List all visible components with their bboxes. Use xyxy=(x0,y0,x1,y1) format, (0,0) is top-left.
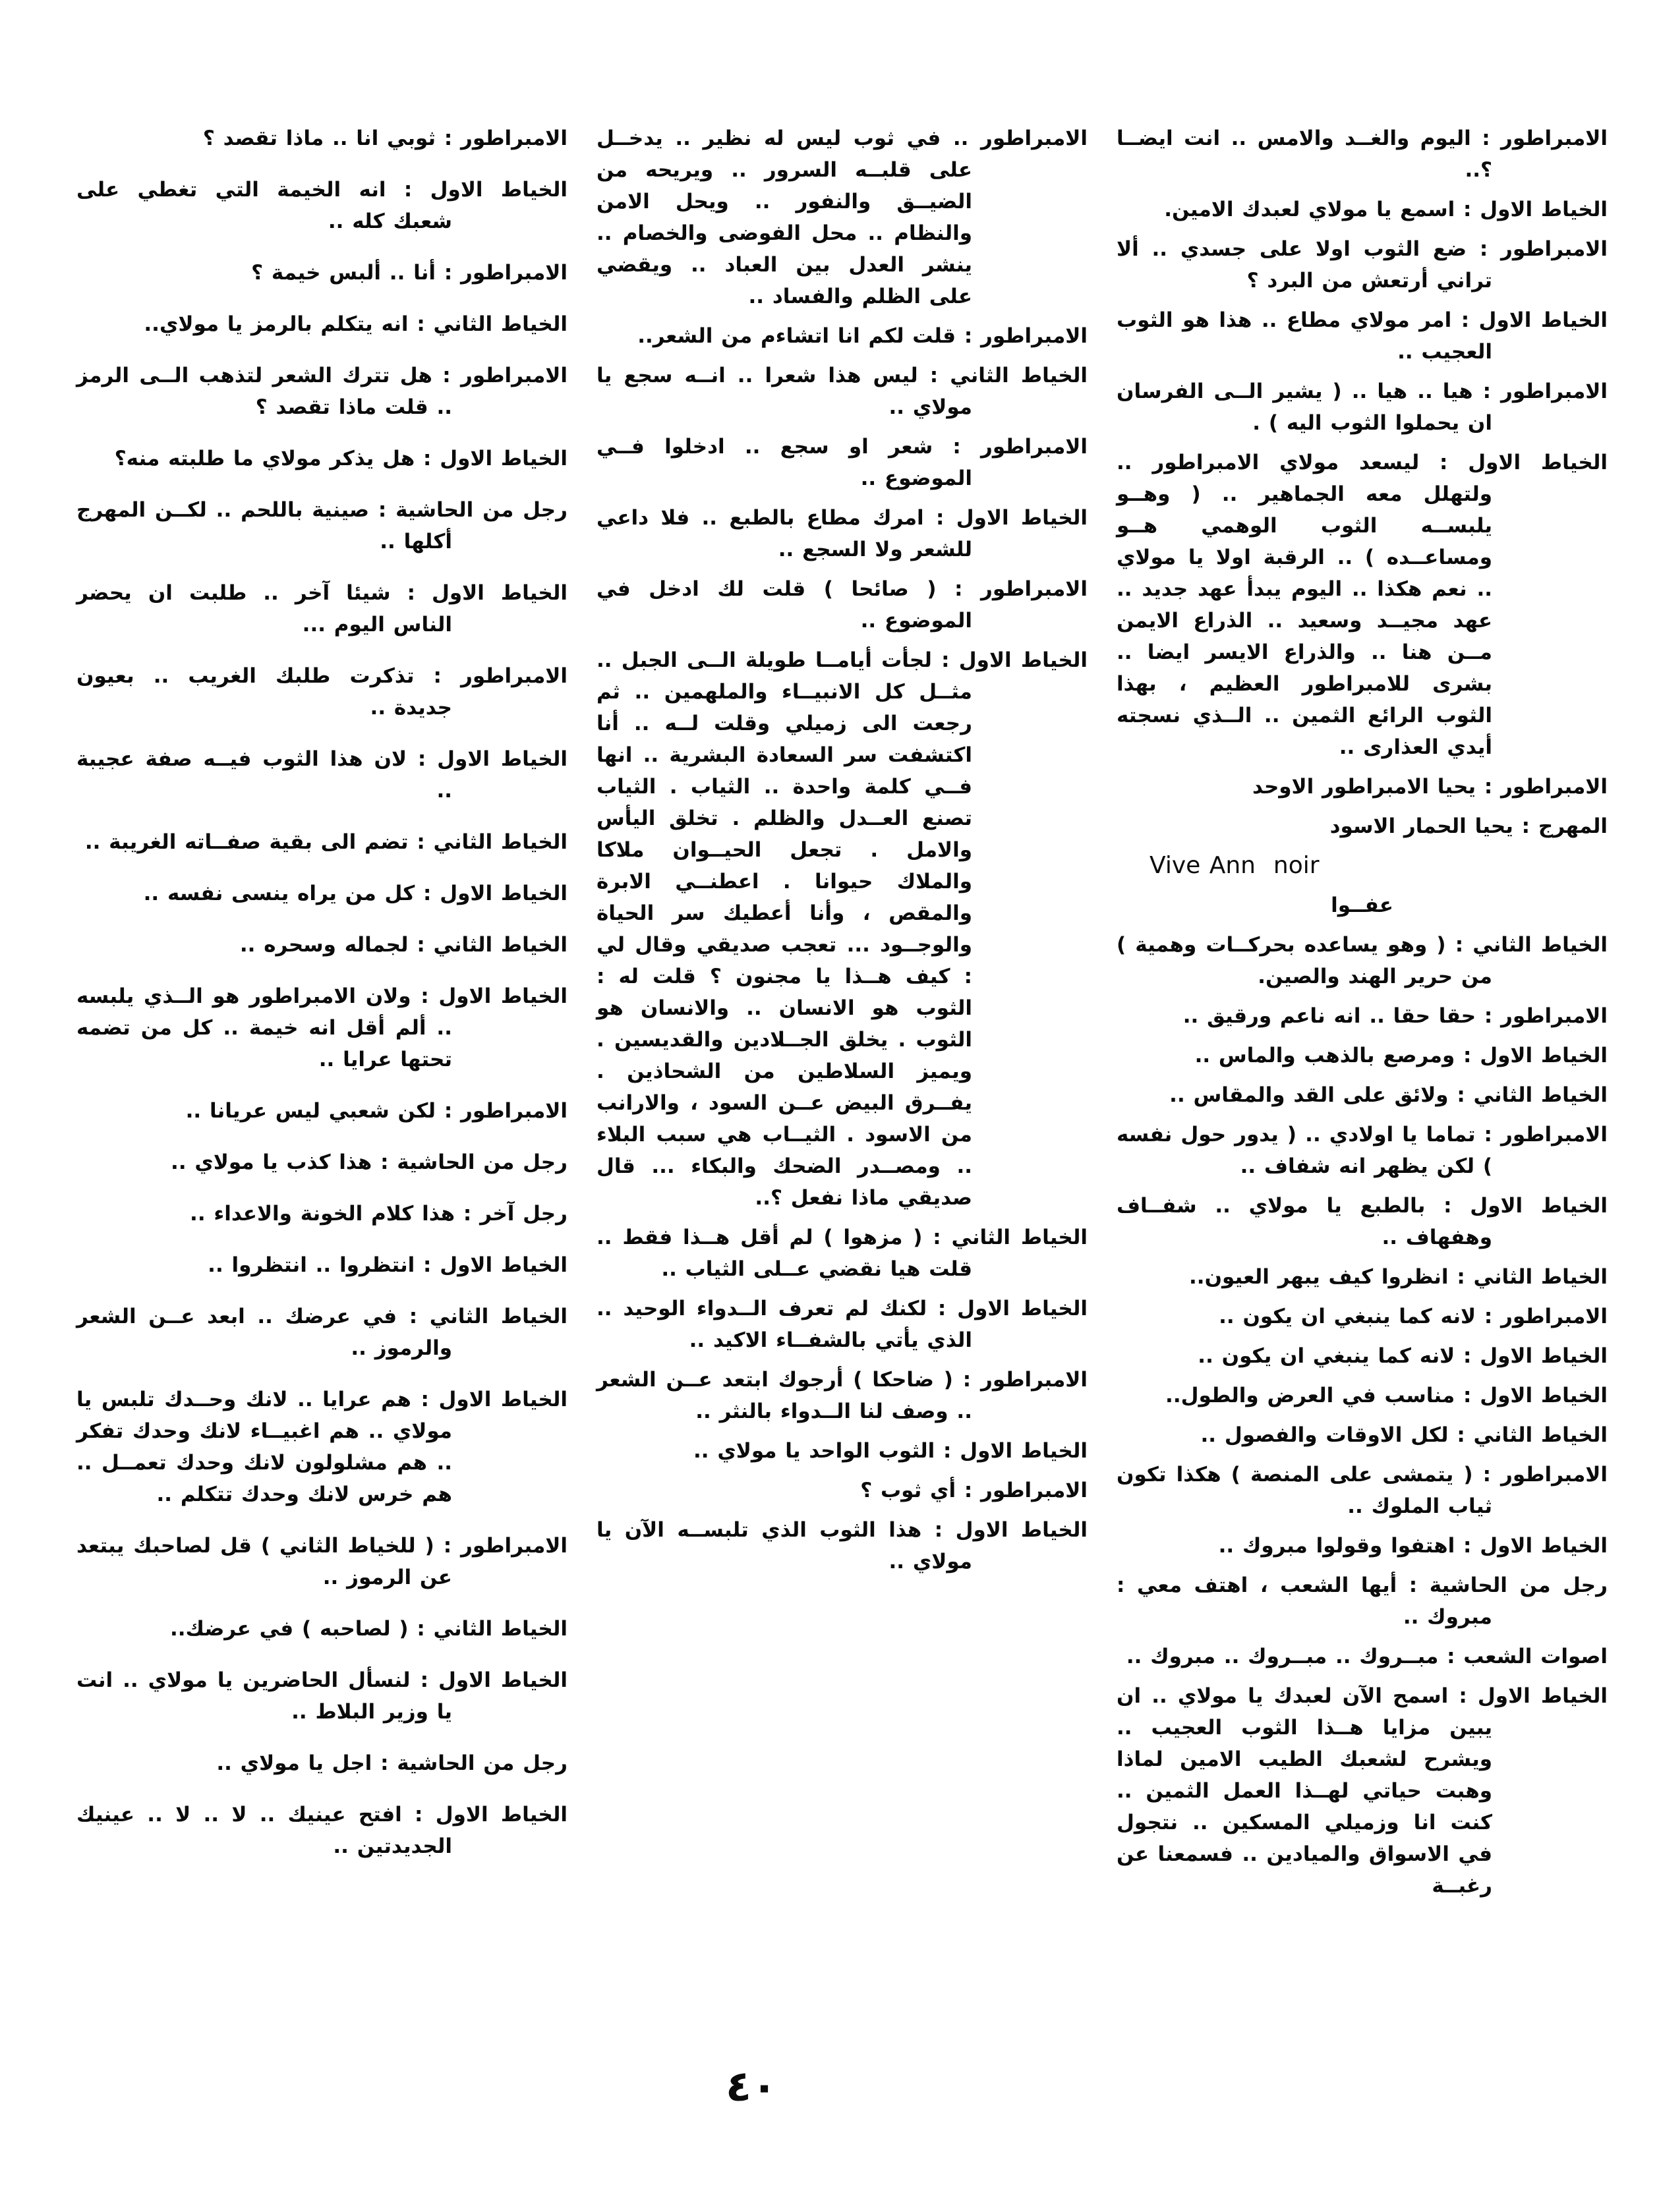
page-number: ٤٠ xyxy=(725,2062,778,2111)
dialogue-entry: الخياط الثاني : في عرضك .. ابعد عــن الشعر والرموز .. xyxy=(76,1305,568,1360)
dialogue-entry: الخياط الاول : هذا الثوب الذي تلبســه الآن يا مولاي .. xyxy=(597,1518,1088,1574)
text-column-left xyxy=(76,123,568,1910)
dialogue-entry: الامبراطور .. في ثوب ليس له نظير .. يدخــل على قلبــه السرور .. ويريحه من الضيــق والنفور .. ويحل الامن والنظام .. محل الفوضى والخصام .. ينشر العدل بين العباد .. ويقضي على الظلم والفساد .. xyxy=(597,127,1088,308)
dialogue-entry: الامبراطور : أنا .. ألبس خيمة ؟ xyxy=(251,261,568,285)
dialogue-entry: الخياط الثاني : ليس هذا شعرا .. انــه سجع يا مولاي .. xyxy=(597,364,1088,419)
dialogue-entry: الامبراطور : تذكرت طلبك الغريب .. بعيون جديدة .. xyxy=(76,664,568,720)
dialogue-entry: الامبراطور : هيا .. هيا .. ( يشير الــى الفرسان ان يحملوا الثوب اليه ) . xyxy=(1117,380,1608,435)
dialogue-entry: الامبراطور : ( صائحا ) قلت لك ادخل في الموضوع .. xyxy=(597,577,1088,633)
dialogue-entry: رجل من الحاشية : هذا كذب يا مولاي .. xyxy=(171,1150,568,1174)
latin-line: Vive Ann noir xyxy=(1150,852,1320,879)
dialogue-entry: الخياط الاول : لان هذا الثوب فيــه صفة عجيبة .. xyxy=(76,747,568,803)
dialogue-entry: المهرج : يحيا الحمار الاسود xyxy=(1329,814,1608,838)
dialogue-entry: الامبراطور : قلت لكم انا اتشاءم من الشعر.. xyxy=(637,324,1088,348)
dialogue-entry: الخياط الاول : هم عرايا .. لانك وحــدك تلبس يا مولاي .. هم اغبيــاء لانك وحدك تفكر .. هم مشلولون لانك وحدك تعمــل .. هم خرس لانك وحدك تتكلم .. xyxy=(76,1388,568,1506)
dialogue-entry: الخياط الاول : شيئا آخر .. طلبت ان يحضر الناس اليوم ... xyxy=(76,581,568,637)
dialogue-entry: الخياط الاول : كل من يراه ينسى نفسه .. xyxy=(143,882,568,905)
dialogue-entry: الخياط الاول : لجأت أيامــا طويلة الــى الجبل .. مثــل كل الانبيــاء والملهمين .. ثم رجعت الى زميلي وقلت لــه .. أنا اكتشفت سر السعادة البشرية .. انها فــي كلمة واحدة .. الثياب . الثياب تصنع العــدل والظلم . تخلق اليأس والامل . تجعل الحيــوان ملاكا والملاك حيوانا . اعطنــي الابرة والمقص ، وأنا أعطيك سر الحياة والوجــود ... تعجب صديقي وقال لي : كيف هــذا يا مجنون ؟ قلت له : الثوب هو الانسان .. والانسان هو الثوب . يخلق الجــلادين والقديسين . ويميز السلاطين من الشحاذين . يفــرق البيض عــن السود ، والارانب من الاسود . الثيــاب هي سبب البلاء .. ومصــدر الضحك والبكاء ... قال صديقي ماذا نفعل ؟.. xyxy=(597,648,1088,1210)
dialogue-entry: الامبراطور : تماما يا اولادي .. ( يدور حول نفسه ) لكن يظهر انه شفاف .. xyxy=(1117,1123,1608,1178)
dialogue-entry: الخياط الثاني : ( لصاحبه ) في عرضك.. xyxy=(169,1617,568,1641)
dialogue-entry: الخياط الاول : اهتفوا وقولوا مبروك .. xyxy=(1218,1534,1608,1558)
dialogue-entry: الامبراطور : يحيا الامبراطور الاوحد xyxy=(1252,775,1608,799)
dialogue-entry: الخياط الثاني : لجماله وسحره .. xyxy=(239,933,568,957)
dialogue-entry: الخياط الاول : انتظروا .. انتظروا .. xyxy=(208,1253,568,1277)
dialogue-entry: الخياط الثاني : تضم الى بقية صفــاته الغريبة .. xyxy=(84,830,568,854)
dialogue-entry: الخياط الاول : هل يذكر مولاي ما طلبته منه؟ xyxy=(114,447,568,470)
dialogue-entry: الخياط الاول : ولان الامبراطور هو الــذي يلبسه .. ألم أقل انه خيمة .. كل من تضمه تحتها عرايا .. xyxy=(76,984,568,1071)
standalone-word: عفــوا xyxy=(1331,893,1393,917)
dialogue-entry: الخياط الاول : اسمح الآن لعبدك يا مولاي .. ان يبين مزايا هــذا الثوب العجيب .. ويشرح لشعبك الطيب الامين لماذا وهبت حياتي لهــذا العمل الثمين .. كنت انا وزميلي المسكين .. نتجول في الاسواق والميادين .. فسمعنا عن رغبــة xyxy=(1117,1684,1608,1898)
dialogue-entry: الخياط الاول : امر مولاي مطاع .. هذا هو الثوب العجيب .. xyxy=(1117,308,1608,364)
text-column-middle xyxy=(597,123,1088,1910)
dialogue-entry: الخياط الاول : انه الخيمة التي تغطي على شعبك كله .. xyxy=(76,178,568,233)
dialogue-entry: الامبراطور : ثوبي انا .. ماذا تقصد ؟ xyxy=(202,127,568,150)
dialogue-entry: الخياط الثاني : لكل الاوقات والفصول .. xyxy=(1200,1423,1608,1447)
dialogue-entry: الخياط الاول : افتح عينيك .. لا .. لا .. عينيك الجديدتين .. xyxy=(76,1803,568,1858)
dialogue-entry: الامبراطور : هل تترك الشعر لتذهب الــى الرمز .. قلت ماذا تقصد ؟ xyxy=(76,364,568,419)
dialogue-entry: الخياط الثاني : انه يتكلم بالرمز يا مولاي.. xyxy=(144,312,568,336)
dialogue-entry: الخياط الاول : الثوب الواحد يا مولاي .. xyxy=(693,1439,1088,1463)
dialogue-entry: الخياط الاول : اسمع يا مولاي لعبدك الامين. xyxy=(1164,198,1608,221)
dialogue-entry: الامبراطور : أي ثوب ؟ xyxy=(860,1479,1088,1502)
dialogue-entry: الامبراطور : لكن شعبي ليس عريانا .. xyxy=(185,1099,568,1123)
dialogue-entry: الخياط الاول : مناسب في العرض والطول.. xyxy=(1165,1384,1608,1407)
dialogue-entry: رجل من الحاشية : أيها الشعب ، اهتف معي : مبروك .. xyxy=(1117,1574,1608,1629)
text-columns xyxy=(76,123,1608,1910)
dialogue-entry: الامبراطور : حقا حقا .. انه ناعم ورقيق .. xyxy=(1182,1004,1608,1028)
dialogue-entry: الخياط الاول : بالطبع يا مولاي .. شفــاف وهفهاف .. xyxy=(1117,1194,1608,1249)
dialogue-entry: الامبراطور : اليوم والغــد والامس .. انت ايضــا ؟.. xyxy=(1117,127,1608,182)
dialogue-entry: اصوات الشعب : مبــروك .. مبــروك .. مبروك .. xyxy=(1126,1645,1608,1668)
dialogue-entry: الامبراطور : ( للخياط الثاني ) قل لصاحبك يبتعد عن الرموز .. xyxy=(76,1534,568,1589)
dialogue-entry: الخياط الاول : لانه كما ينبغي ان يكون .. xyxy=(1198,1344,1608,1368)
dialogue-entry: رجل من الحاشية : اجل يا مولاي .. xyxy=(216,1751,568,1775)
dialogue-entry: رجل من الحاشية : صينية باللحم .. لكــن المهرج أكلها .. xyxy=(76,498,568,553)
dialogue-entry: الخياط الثاني : ( وهو يساعده بحركــات وهمية ) من حرير الهند والصين. xyxy=(1117,933,1608,988)
dialogue-entry: رجل آخر : هذا كلام الخونة والاعداء .. xyxy=(190,1202,568,1226)
dialogue-entry: الخياط الاول : لكنك لم تعرف الــدواء الوحيد .. الذي يأتي بالشفــاء الاكيد .. xyxy=(597,1297,1088,1352)
dialogue-entry: الخياط الثاني : ( مزهوا ) لم أقل هــذا فقط .. قلت هيا نقضي عــلى الثياب .. xyxy=(597,1226,1088,1281)
dialogue-entry: الامبراطور : لانه كما ينبغي ان يكون .. xyxy=(1219,1305,1608,1328)
dialogue-entry: الامبراطور : ضع الثوب اولا على جسدي .. ألا تراني أرتعش من البرد ؟ xyxy=(1117,237,1608,293)
dialogue-entry: الخياط الاول : امرك مطاع بالطبع .. فلا داعي للشعر ولا السجع .. xyxy=(597,506,1088,561)
text-column-right xyxy=(1117,123,1608,1910)
dialogue-entry: الخياط الاول : لنسأل الحاضرين يا مولاي .. انت يا وزير البلاط .. xyxy=(76,1668,568,1724)
dialogue-entry: الخياط الثاني : انظروا كيف يبهر العيون.. xyxy=(1189,1265,1608,1289)
dialogue-entry: الخياط الثاني : ولائق على القد والمقاس .. xyxy=(1169,1083,1608,1107)
dialogue-entry: الامبراطور : ( يتمشى على المنصة ) هكذا تكون ثياب الملوك .. xyxy=(1117,1463,1608,1518)
dialogue-entry: الخياط الاول : ومرصع بالذهب والماس .. xyxy=(1194,1044,1608,1067)
dialogue-entry: الامبراطور : ( ضاحكا ) أرجوك ابتعد عــن الشعر .. وصف لنا الــدواء بالنثر .. xyxy=(597,1368,1088,1423)
dialogue-entry: الامبراطور : شعر او سجع .. ادخلوا فــي الموضوع .. xyxy=(597,435,1088,490)
dialogue-entry: الخياط الاول : ليسعد مولاي الامبراطور .. ولتهلل معه الجماهير .. ( وهــو يلبســه الثوب الوهمي هــو ومساعــده ) .. الرقبة اولا يا مولاي .. نعم هكذا .. اليوم يبدأ عهد جديد .. عهد مجيــد وسعيد .. الذراع الايمن مــن هنا .. والذراع الايسر ايضا .. بشرى للامبراطور العظيم ، بهذا الثوب الرائع الثمين .. الــذي نسجته أيدي العذارى .. xyxy=(1117,451,1608,759)
